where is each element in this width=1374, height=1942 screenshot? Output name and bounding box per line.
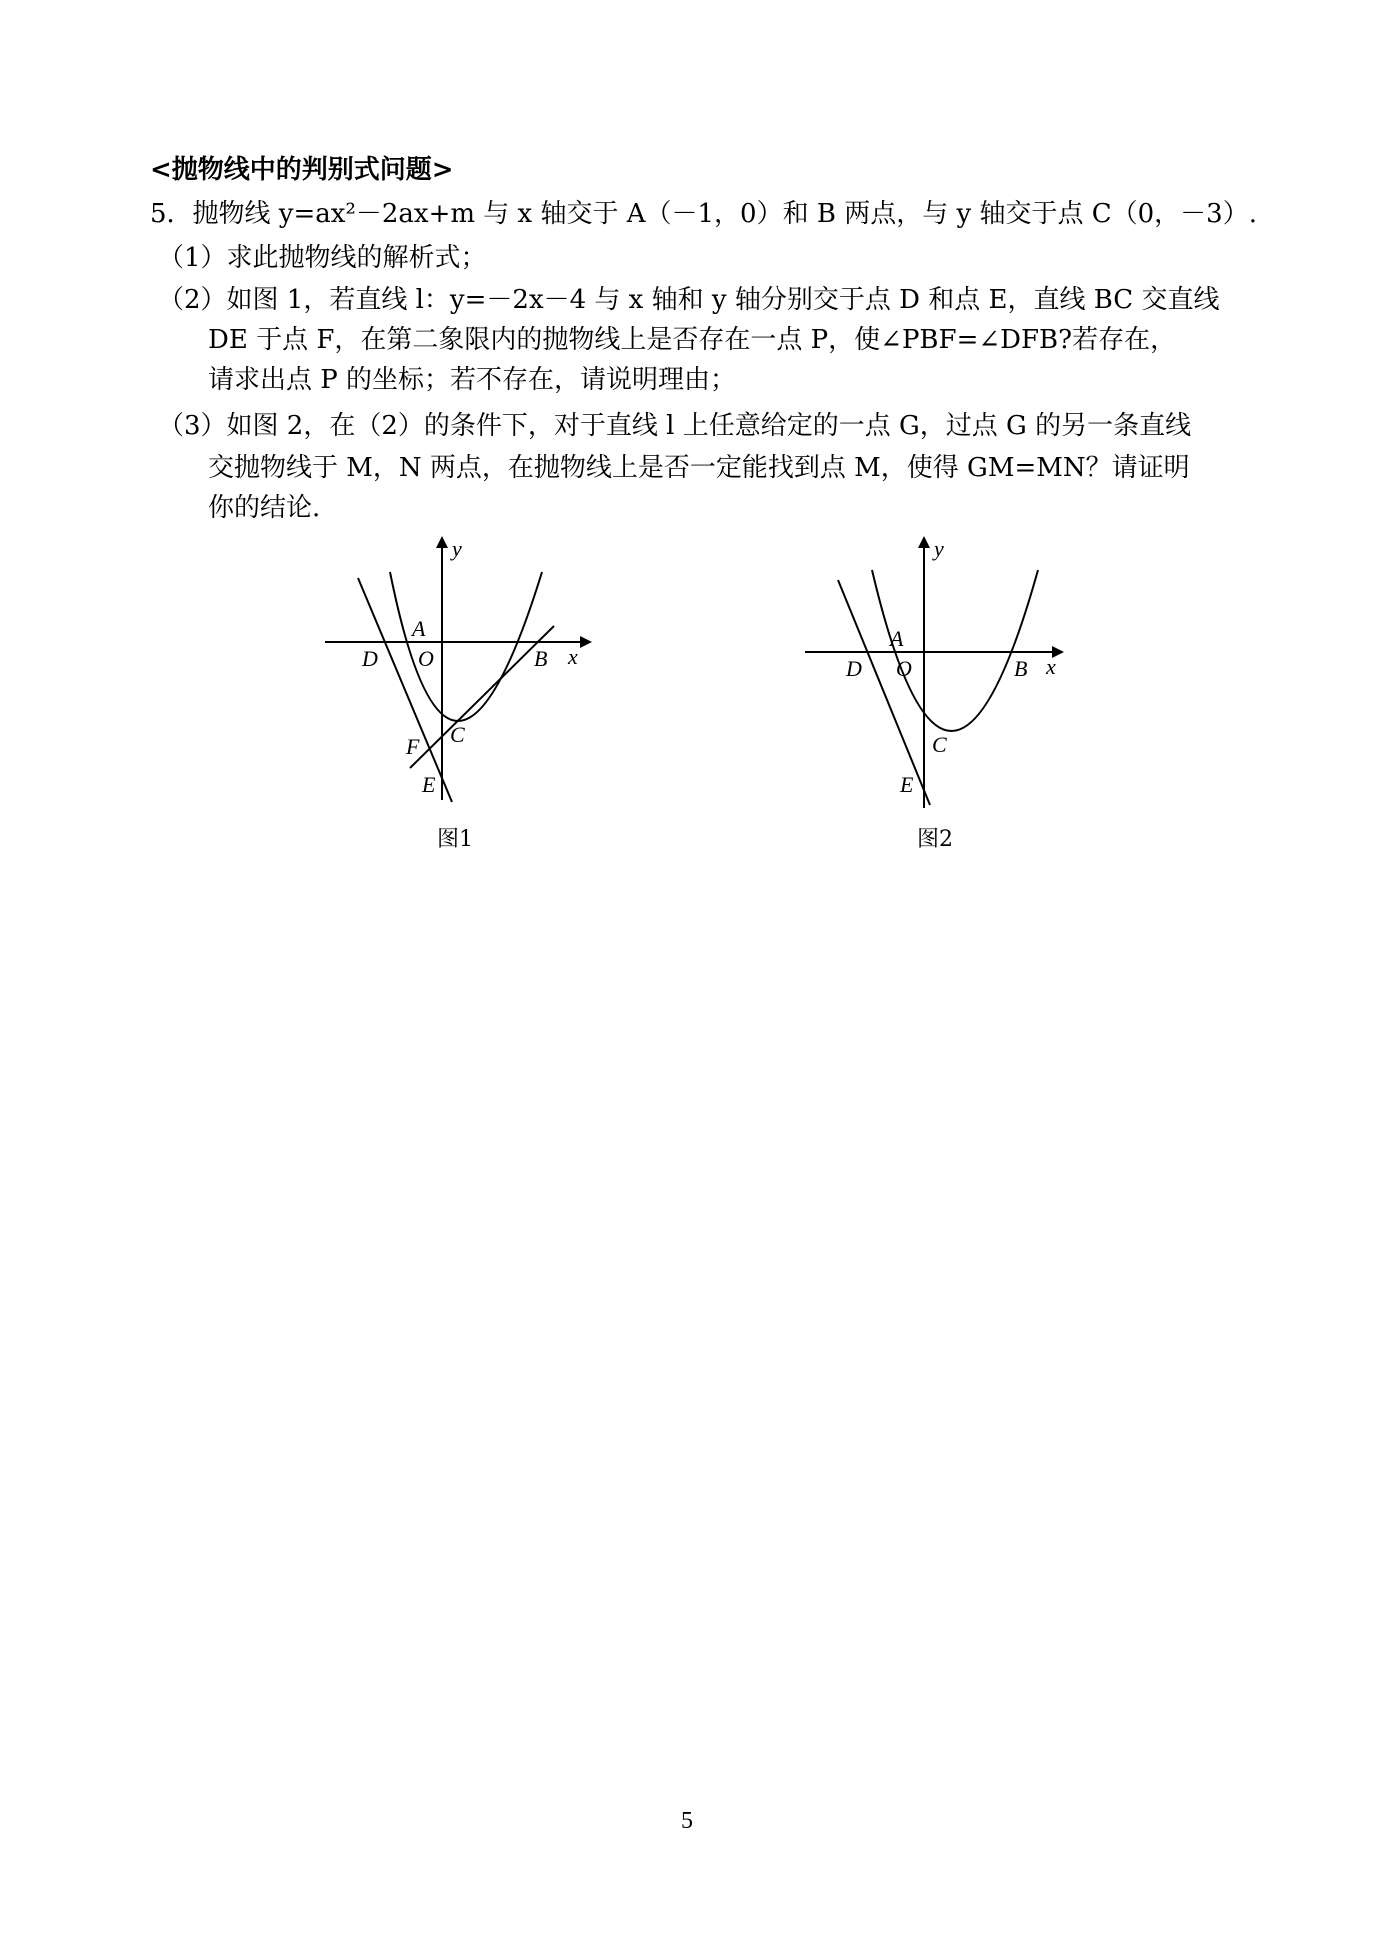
label-d: D [846, 656, 862, 681]
label-o: O [896, 656, 912, 681]
parabola-curve [390, 572, 542, 721]
section-heading: <抛物线中的判别式问题> [150, 155, 454, 185]
figure-1-diagram [310, 530, 610, 810]
y-axis-arrow-icon [918, 536, 930, 548]
part-3-line-2: 交抛物线于 M，N 两点，在抛物线上是否一定能找到点 M，使得 GM=MN？请证明 [208, 453, 1190, 483]
label-e: E [900, 772, 914, 797]
label-a: A [890, 626, 904, 651]
part-2-line-2: DE 于点 F，在第二象限内的抛物线上是否存在一点 P，使∠PBF=∠DFB?若存在， [208, 325, 1177, 355]
figure-1 [310, 530, 610, 814]
line-l [358, 578, 452, 802]
label-x: x [568, 644, 578, 669]
part-2-line-1: （2）如图 1，若直线 l：y=－2x－4 与 x 轴和 y 轴分别交于点 D 和点 E，直线 BC 交直线 [158, 285, 1220, 315]
part-2-line-3: 请求出点 P 的坐标；若不存在，请说明理由； [208, 365, 737, 395]
label-b: B [1014, 656, 1028, 681]
part-3-line-1: （3）如图 2，在（2）的条件下，对于直线 l 上任意给定的一点 G，过点 G 的另一条直线 [158, 411, 1192, 441]
label-c: C [932, 732, 947, 757]
x-axis-arrow-icon [580, 636, 592, 648]
figure-2 [790, 530, 1090, 814]
part-1: （1）求此抛物线的解析式； [158, 243, 487, 273]
figure-2-diagram [790, 530, 1090, 810]
label-b: B [534, 646, 548, 671]
figure-2-caption: 图2 [917, 827, 953, 852]
page-number: 5 [681, 1808, 693, 1834]
label-y: y [452, 536, 462, 561]
label-y: y [934, 536, 944, 561]
figure-1-caption: 图1 [437, 827, 473, 852]
label-f: F [406, 734, 420, 759]
label-e: E [422, 772, 436, 797]
y-axis-arrow-icon [436, 536, 448, 548]
label-d: D [362, 646, 378, 671]
label-o: O [418, 646, 434, 671]
part-3-line-3: 你的结论. [208, 493, 321, 523]
label-x: x [1046, 654, 1056, 679]
problem-statement: 5．抛物线 y=ax²－2ax+m 与 x 轴交于 A（－1，0）和 B 两点，与 y 轴交于点 C（0，－3）. [150, 199, 1257, 229]
label-a: A [412, 616, 426, 641]
label-c: C [450, 722, 465, 747]
